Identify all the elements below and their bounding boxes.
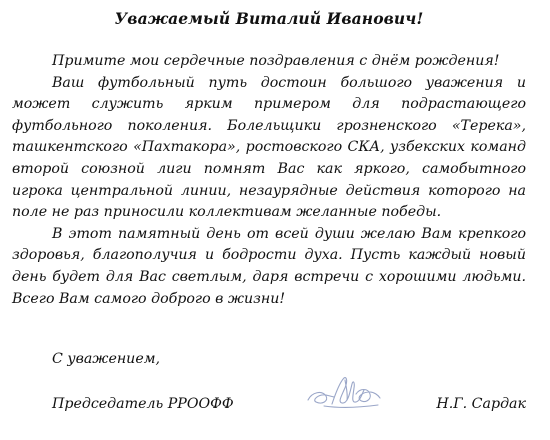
- paragraph-career: Ваш футбольный путь достоин большого уважения и может служить ярким примером для подрастающего футбольного поколения. Болельщики грозненского «Терека», ташкентского «Пахтакора», ростовского СКА, узбекских команд второй союзной лиги помнят Вас как яркого, самобытного игрока центральной линии, незаурядные действия которого на поле не раз приносили коллективам желанные победы.: [12, 74, 526, 221]
- paragraph-congratulations: Примите мои сердечные поздравления с днём рождения!: [52, 53, 500, 69]
- letter: [12, 0, 526, 440]
- paragraph-wishes: В этот памятный день от всей души желаю Вам крепкого здоровья, благополучия и бодрости духа. Пусть каждый новый день будет для Вас светлым, даря встречи с хорошими людьми. Всего Вам самого доброго в жизни!: [12, 225, 526, 307]
- letter-closing: С уважением,: [52, 351, 160, 367]
- letter-greeting: Уважаемый Виталий Иванович!: [114, 9, 424, 28]
- signer-position: Председатель РРООФФ: [52, 396, 234, 412]
- letter-body: [12, 51, 526, 310]
- signer-name: Н.Г. Сардак: [436, 396, 526, 412]
- handwritten-signature: [304, 370, 384, 416]
